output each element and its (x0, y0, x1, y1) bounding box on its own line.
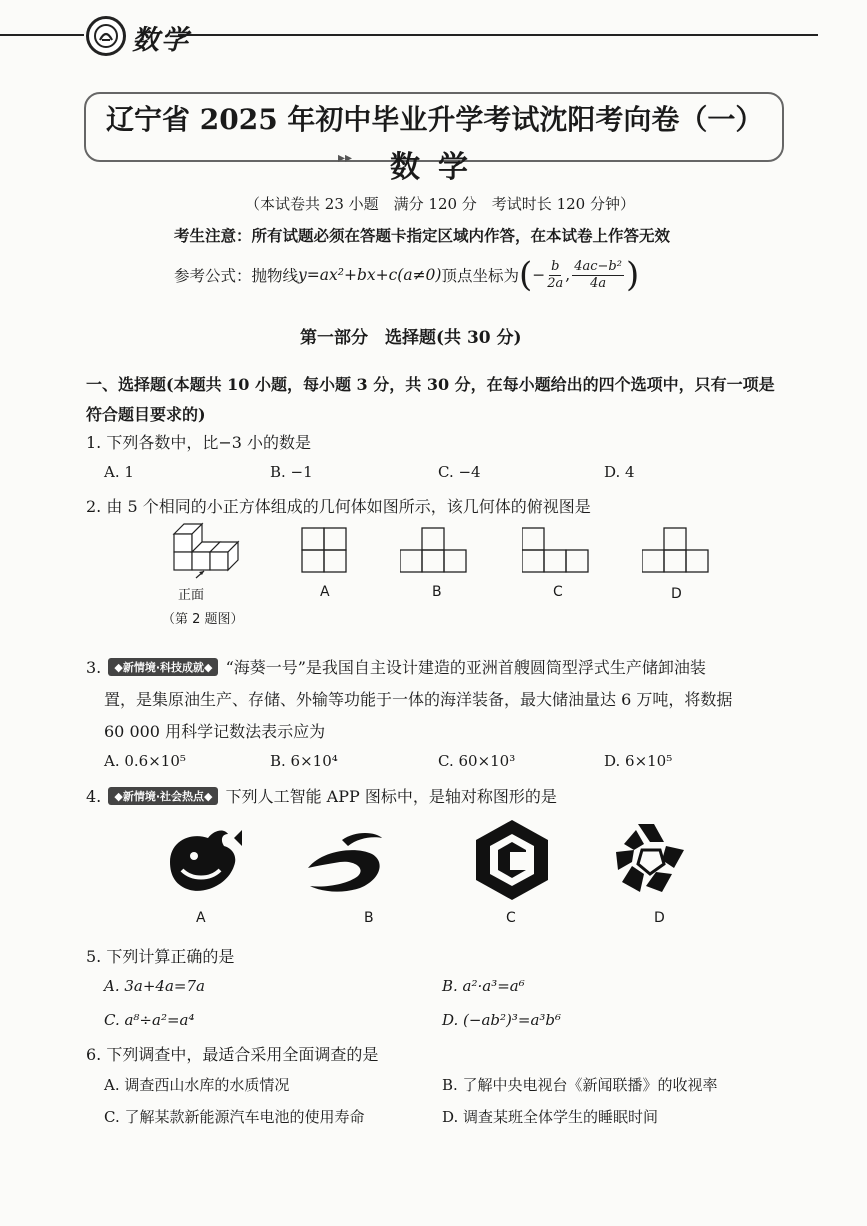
q4-number: 4. (86, 787, 102, 806)
q1-option-d[interactable]: D. 4 (604, 463, 635, 481)
q2-view-c[interactable] (522, 526, 590, 576)
part-heading: 一、选择题(本题共 10 小题，每小题 3 分，共 30 分，在每小题给出的四个选项中，只有一项是符合题目要求的) (86, 375, 775, 424)
q1-option-b[interactable]: B. −1 (270, 463, 313, 481)
q5-option-c[interactable]: C. a⁸÷a²=a⁴ (104, 1011, 195, 1029)
header-rule-right (178, 34, 818, 36)
q3-line1 (86, 655, 706, 678)
q5-option-b[interactable]: B. a²·a³=a⁶ (442, 977, 525, 995)
q4-label-d: D (654, 910, 665, 926)
reference-formula: 参考公式：抛物线 y=ax²+bx+c(a≠0) 顶点坐标为 ( − $\frac{b}{2a}$ , $\frac{\text{4ac−b²}}{4a}$ ) (174, 255, 640, 295)
brand-logo-icon (86, 16, 126, 56)
q2-view-b[interactable] (400, 526, 468, 576)
q2-solid-figure (164, 520, 254, 592)
q4-icon-d-star-icon[interactable] (610, 820, 690, 900)
q2-label-a: A (320, 584, 330, 600)
header-rule-left (0, 34, 84, 36)
formula-label: 参考公式：抛物线 (174, 267, 299, 285)
q4-icon-a-whale-icon[interactable] (162, 826, 246, 898)
q2-front-label: 正面 (178, 588, 205, 603)
header-subject: 数学 (132, 25, 190, 56)
q2-label-b: B (432, 584, 442, 600)
q4-icon-b-swoosh-icon[interactable] (302, 828, 398, 898)
q6-option-c[interactable]: C. 了解某款新能源汽车电池的使用寿命 (104, 1108, 365, 1126)
formula-expression: y=ax²+bx+c(a≠0) (298, 266, 442, 284)
q4-tag: ◆新情境·社会热点◆ (108, 787, 218, 805)
q4-label-b: B (364, 910, 374, 926)
exam-title: 辽宁省 2025 年初中毕业升学考试沈阳考向卷（一） (106, 103, 764, 136)
q2-label-d: D (671, 586, 682, 602)
q1-option-a[interactable]: A. 1 (104, 463, 134, 481)
double-arrow-icon: ▸▸ (338, 150, 353, 166)
q3-tag: ◆新情境·科技成就◆ (108, 658, 218, 676)
q2-label-c: C (553, 584, 563, 600)
q6-option-a[interactable]: A. 调查西山水库的水质情况 (104, 1076, 290, 1094)
q2-view-d[interactable] (642, 526, 710, 576)
q4-label-a: A (196, 910, 206, 926)
q3-option-c[interactable]: C. 60×10³ (438, 752, 516, 770)
q1-option-c[interactable]: C. −4 (438, 463, 481, 481)
q2-stem: 2. 由 5 个相同的小正方体组成的几何体如图所示，该几何体的俯视图是 (86, 497, 591, 516)
vertex-y-fraction: $\frac{\text{4ac−b²}}{4a}$ (574, 258, 622, 291)
q5-stem: 5. 下列计算正确的是 (86, 947, 235, 966)
q3-line3: 60 000 用科学记数法表示应为 (104, 722, 326, 741)
subject-title: 数学 (390, 150, 486, 185)
formula-tail: 顶点坐标为 (441, 267, 519, 285)
q2-figure-caption: （第 2 题图） (162, 612, 244, 627)
q6-option-b[interactable]: B. 了解中央电视台《新闻联播》的收视率 (442, 1076, 718, 1094)
q4-icon-c-hexagon-icon[interactable] (472, 818, 552, 902)
q3-number: 3. (86, 658, 102, 677)
section-title: 第一部分 选择题(共 30 分) (300, 328, 522, 348)
q4-label-c: C (506, 910, 516, 926)
exam-info: （本试卷共 23 小题 满分 120 分 考试时长 120 分钟） (245, 195, 635, 213)
q3-option-a[interactable]: A. 0.6×10⁵ (104, 752, 186, 770)
q3-option-d[interactable]: D. 6×10⁵ (604, 752, 673, 770)
q1-stem: 1. 下列各数中，比−3 小的数是 (86, 433, 312, 452)
q3-line1-text: “海葵一号”是我国自主设计建造的亚洲首艘圆筒型浮式生产储卸油装 (225, 658, 706, 677)
q5-option-d[interactable]: D. (−ab²)³=a³b⁶ (442, 1011, 562, 1029)
q3-option-b[interactable]: B. 6×10⁴ (270, 752, 338, 770)
q4-stem: 下列人工智能 APP 图标中，是轴对称图形的是 (225, 787, 557, 806)
q4-stem-line (86, 784, 557, 807)
q3-line2: 置，是集原油生产、存储、外输等功能于一体的海洋装备，最大储油量达 6 万吨，将数据 (104, 690, 733, 709)
vertex-x-fraction: $\frac{b}{2a}$ (547, 258, 564, 291)
q6-stem: 6. 下列调查中，最适合采用全面调查的是 (86, 1045, 379, 1064)
q5-option-a[interactable]: A. 3a+4a=7a (104, 977, 205, 995)
q2-view-a[interactable] (300, 526, 350, 576)
q6-option-d[interactable]: D. 调查某班全体学生的睡眠时间 (442, 1108, 659, 1126)
exam-notice: 考生注意：所有试题必须在答题卡指定区域内作答，在本试卷上作答无效 (174, 226, 671, 245)
